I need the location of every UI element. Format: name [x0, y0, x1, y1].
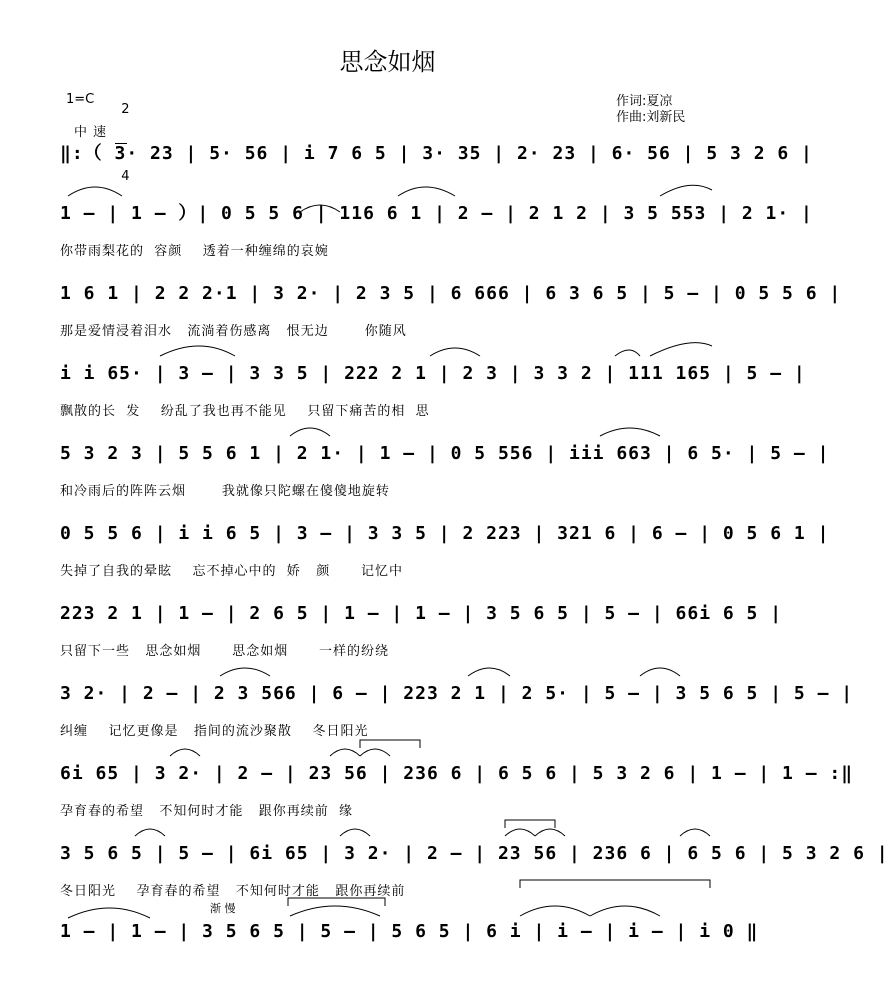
slur-arc	[590, 906, 660, 916]
slur-arc	[68, 187, 122, 196]
lyric-row-5: 和冷雨后的阵阵云烟 我就像只陀螺在傻傻地旋转	[60, 484, 390, 499]
slur-arc	[505, 829, 535, 836]
gradual-slow-mark: 渐 慢	[210, 902, 236, 915]
slur-arc	[520, 906, 590, 916]
slur-arc	[135, 829, 165, 836]
volta-bracket	[360, 740, 420, 748]
slur-arc	[535, 829, 565, 836]
slur-arc	[600, 428, 660, 436]
slur-arc	[290, 428, 330, 436]
slur-arc	[160, 346, 235, 356]
lyric-row-6: 失掉了自我的晕眩 忘不掉心中的 娇 颜 记忆中	[60, 564, 403, 579]
slur-arc	[398, 187, 455, 196]
slur-arc	[68, 908, 150, 918]
notation-row-9: 6i 65 | 3 2· | 2 – | 23 56 | 236 6 | 6 5 6 | 5 3 2 6 | 1 – | 1 – :‖	[60, 763, 854, 784]
notation-row-7: 223 2 1 | 1 – | 2 6 5 | 1 – | 1 – | 3 5 6 5 | 5 – | 66i 6 5 |	[60, 603, 783, 624]
notation-row-5: 5 3 2 3 | 5 5 6 1 | 2 1· | 1 – | 0 5 556 | iii 663 | 6 5· | 5 – |	[60, 443, 830, 464]
notation-row-2: 1 – | 1 – ）| 0 5 5 6 | 116 6 1 | 2 – | 2 1 2 | 3 5 553 | 2 1· |	[60, 203, 813, 224]
meter-top: 2	[121, 102, 130, 117]
song-title: 思念如烟	[339, 48, 436, 76]
slur-arc	[220, 668, 270, 676]
slur-arc	[360, 749, 390, 756]
slur-arc	[650, 343, 712, 356]
lyric-row-4: 飘散的长 发 纷乱了我也再不能见 只留下痛苦的相 思	[60, 404, 430, 419]
slur-arc	[680, 829, 710, 836]
slur-arc	[330, 749, 360, 756]
notation-row-8: 3 2· | 2 – | 2 3 566 | 6 – | 223 2 1 | 2 5· | 5 – | 3 5 6 5 | 5 – |	[60, 683, 854, 704]
key-signature: 1=C	[66, 92, 95, 107]
slur-arc	[615, 350, 640, 356]
slur-arc	[290, 906, 380, 916]
volta-bracket	[520, 880, 710, 888]
slur-arc	[340, 829, 370, 836]
notation-row-10: 3 5 6 5 | 5 – | 6i 65 | 3 2· | 2 – | 23 56 | 236 6 | 6 5 6 | 5 3 2 6 |	[60, 843, 889, 864]
slur-arc	[300, 205, 340, 212]
slur-arc	[640, 668, 680, 676]
composer-credit: 作曲:刘新民	[616, 110, 686, 125]
notation-row-1: ‖:（ 3· 23 | 5· 56 | i 7 6 5 | 3· 35 | 2· 23 | 6· 56 | 5 3 2 6 |	[60, 143, 813, 164]
slur-arc	[468, 668, 510, 676]
slur-arc	[660, 185, 712, 196]
meter-bottom: 4	[121, 169, 130, 184]
lyricist-credit: 作词:夏凉	[616, 94, 673, 109]
notation-row-6: 0 5 5 6 | i i 6 5 | 3 – | 3 3 5 | 2 223 | 321 6 | 6 – | 0 5 6 1 |	[60, 523, 830, 544]
lyric-row-3: 那是爱情浸着泪水 流淌着伤感离 恨无边 你随风	[60, 324, 407, 339]
lyric-row-8: 纠缠 记忆更像是 指间的流沙聚散 冬日阳光	[60, 724, 369, 739]
notation-row-4: i i 65· | 3 – | 3 3 5 | 222 2 1 | 2 3 | 3 3 2 | 111 165 | 5 – |	[60, 363, 806, 384]
lyric-row-2: 你带雨梨花的 容颜 透着一种缠绵的哀婉	[60, 244, 329, 259]
volta-bracket	[288, 898, 385, 906]
volta-bracket	[505, 820, 555, 828]
slur-arc	[170, 749, 200, 756]
notation-row-11: 1 – | 1 – | 3 5 6 5 | 5 – | 5 6 5 | 6 i | i – | i – | i 0 ‖	[60, 921, 759, 942]
lyric-row-7: 只留下一些 思念如烟 思念如烟 一样的纷绕	[60, 644, 389, 659]
tempo-marking: 中速	[74, 125, 113, 140]
lyric-row-9: 孕育春的希望 不知何时才能 跟你再续前 缘	[60, 804, 354, 819]
slur-arc	[430, 348, 480, 356]
lyric-row-10: 冬日阳光 孕育春的希望 不知何时才能 跟你再续前	[60, 884, 406, 899]
notation-row-3: 1 6 1 | 2 2 2·1 | 3 2· | 2 3 5 | 6 666 | 6 3 6 5 | 5 – | 0 5 5 6 |	[60, 283, 842, 304]
